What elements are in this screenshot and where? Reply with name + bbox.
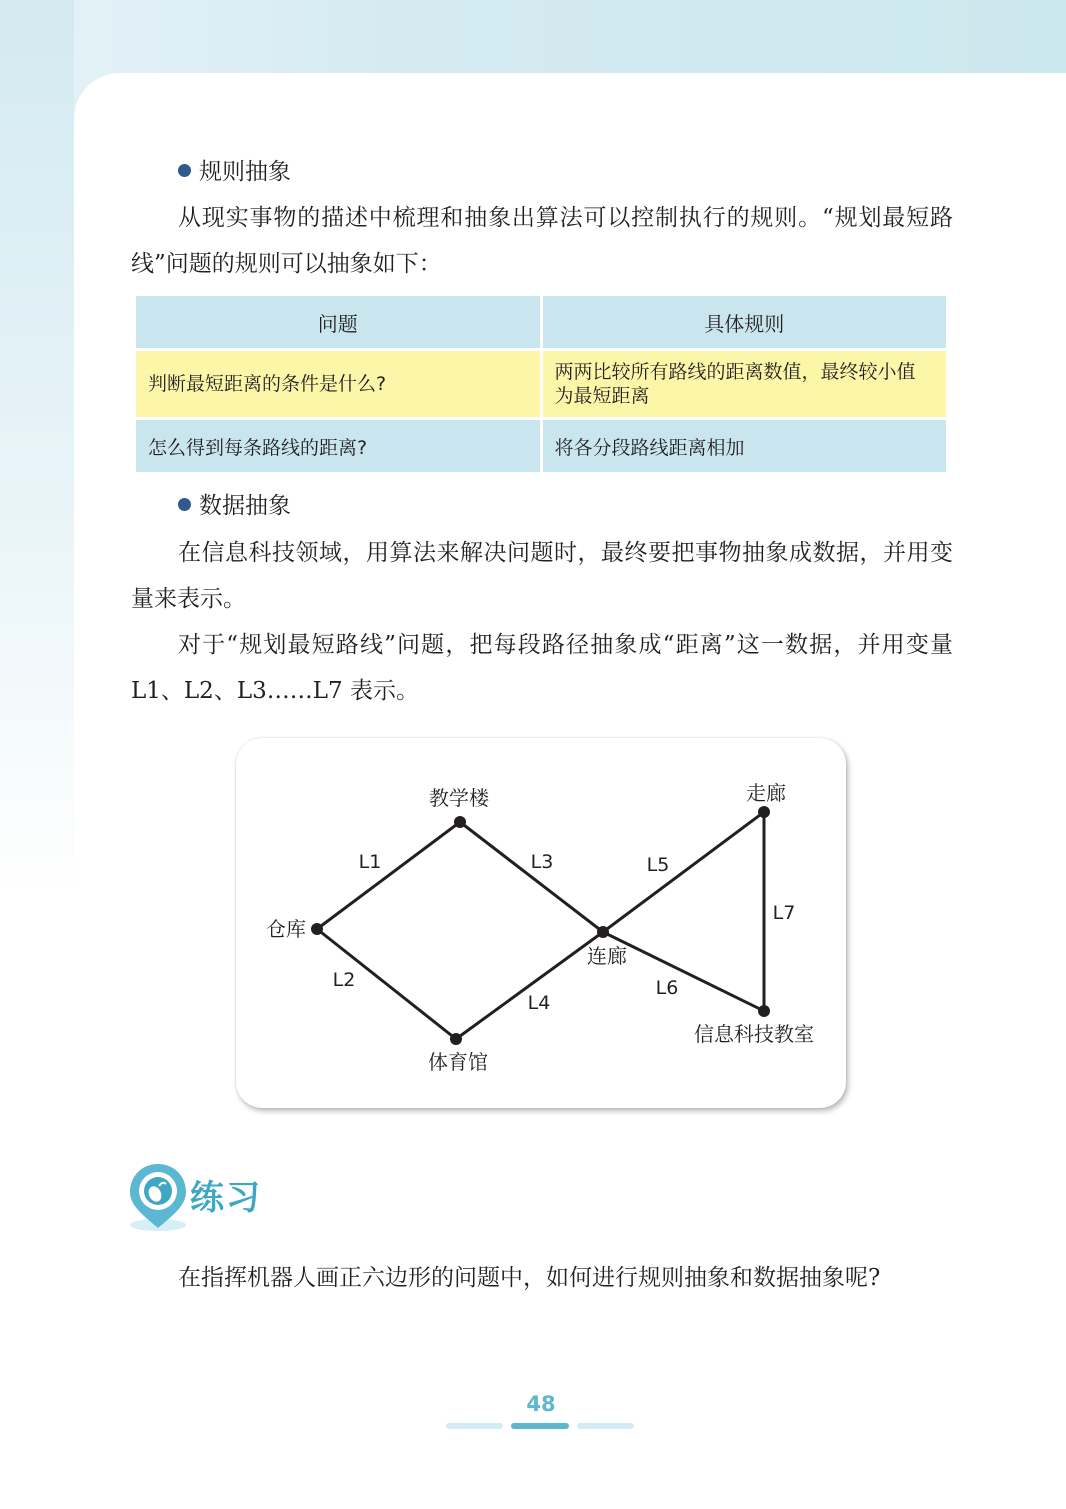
edge-label-L2: L2: [332, 969, 356, 991]
left-decorative-band: [0, 0, 74, 900]
table-cell-rule: 两两比较所有路线的距离数值，最终较小值为最短距离: [541, 350, 948, 419]
data-abstraction-heading: 数据抽象: [178, 491, 291, 521]
edge-L6: [603, 932, 764, 1011]
data-abstraction-paragraph-1: 在信息科技领域，用算法来解决问题时，最终要把事物抽象成数据，并用变量来表示。: [131, 540, 953, 612]
node-hallway: [758, 806, 770, 818]
edge-label-L1: L1: [358, 851, 382, 873]
page-indicator-right: [577, 1423, 634, 1429]
edge-L3: [460, 822, 603, 932]
edge-label-L6: L6: [655, 977, 679, 999]
label-corridor-link: 连廊: [587, 944, 627, 968]
exercise-title: 练习: [190, 1178, 262, 1218]
table-cell-rule: 将各分段路线距离相加: [541, 419, 948, 474]
page-indicator-current: [511, 1423, 569, 1429]
edge-L4: [456, 932, 603, 1039]
exercise-question: 在指挥机器人画正六边形的问题中，如何进行规则抽象和数据抽象呢?: [178, 1265, 881, 1291]
table-cell-question: 怎么得到每条路线的距离?: [135, 419, 542, 474]
table-header-question: 问题: [135, 295, 542, 350]
edge-L5: [603, 812, 764, 932]
node-it-classroom: [758, 1005, 770, 1017]
rule-abstraction-heading: 规则抽象: [178, 157, 291, 187]
page-number: 48: [526, 1392, 556, 1416]
label-warehouse: 仓库: [266, 917, 306, 941]
data-abstraction-paragraph-2: 对于“规划最短路线”问题，把每段路径抽象成“距离”这一数据，并用变量 L1、L2、L3……L7 表示。: [131, 632, 953, 704]
label-it-classroom: 信息科技教室: [694, 1022, 814, 1046]
label-hallway: 走廊: [746, 781, 786, 805]
edge-label-L7: L7: [772, 902, 796, 924]
rules-table: [133, 293, 949, 475]
edge-label-L4: L4: [527, 992, 551, 1014]
table-row: [135, 350, 948, 419]
route-diagram: [236, 738, 846, 1108]
bullet-dot-icon: [178, 164, 191, 177]
table-row: [135, 419, 948, 474]
table-cell-question: 判断最短距离的条件是什么?: [135, 350, 542, 419]
page-indicator-left: [446, 1423, 503, 1429]
node-corridor-link: [597, 926, 609, 938]
node-teaching-building: [454, 816, 466, 828]
edge-label-L3: L3: [530, 851, 554, 873]
edge-label-L5: L5: [646, 854, 670, 876]
rule-abstraction-paragraph: 从现实事物的描述中梳理和抽象出算法可以控制执行的规则。“规划最短路线”问题的规则可以抽象如下：: [131, 205, 953, 277]
route-diagram-svg: [236, 738, 846, 1108]
label-gym: 体育馆: [428, 1050, 488, 1074]
edge-L1: [317, 822, 460, 929]
label-teaching-building: 教学楼: [429, 786, 489, 810]
bullet-dot-icon: [178, 498, 191, 511]
node-warehouse: [311, 923, 323, 935]
node-gym: [450, 1033, 462, 1045]
table-header-rule: 具体规则: [541, 295, 948, 350]
table-header-row: [135, 295, 948, 350]
